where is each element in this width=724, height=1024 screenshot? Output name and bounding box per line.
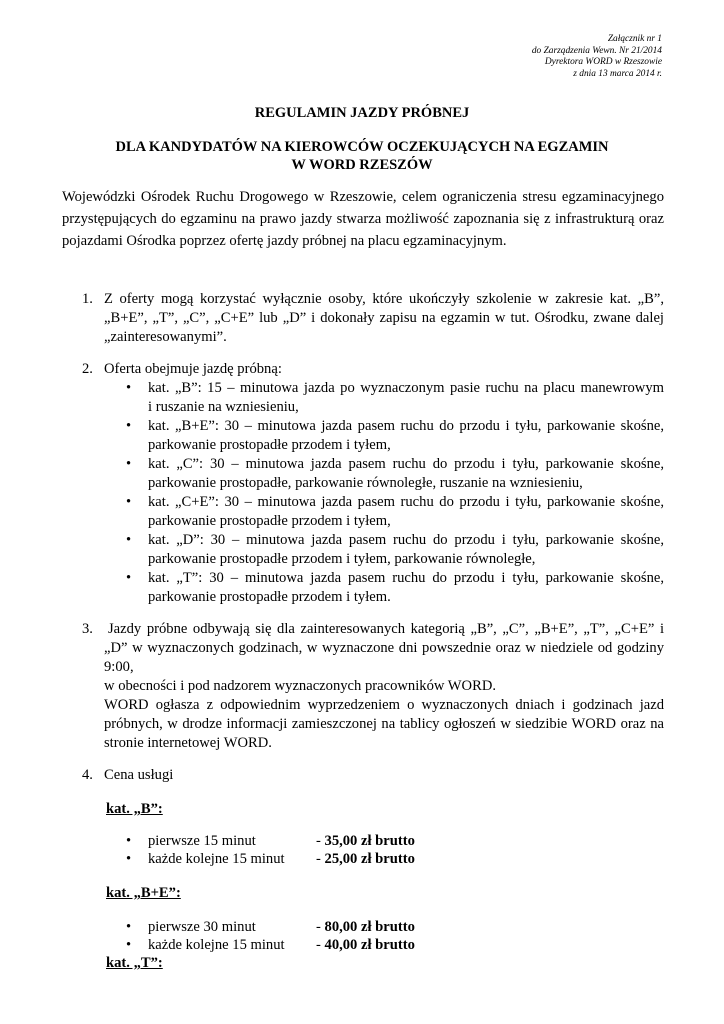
item-4-number: 4. (82, 767, 93, 783)
attachment-note (532, 34, 662, 80)
attachment-line-4: z dnia 13 marca 2014 r. (573, 68, 662, 79)
offer-item-d-line-2: parkowanie prostopadłe przodem i tyłem, parkowanie równoległe, (148, 551, 536, 567)
bullet-icon: • (126, 380, 132, 396)
price-amount: 35,00 zł brutto (324, 833, 415, 849)
price-row-value (316, 850, 415, 869)
bullet-icon: • (126, 919, 132, 935)
document-subtitle-line-1: DLA KANDYDATÓW NA KIEROWCÓW OCZEKUJĄCYCH NA EGZAMIN (115, 139, 609, 155)
offer-item-b-line-2: i ruszanie na wzniesieniu, (148, 399, 299, 415)
price-row-value (316, 918, 415, 937)
offer-item-ce-line-2: parkowanie prostopadłe przodem i tyłem, (148, 513, 391, 529)
price-row-label: pierwsze 15 minut (148, 833, 256, 849)
offer-item-c-line-2: parkowanie prostopadłe, parkowanie równoległe, ruszanie na wzniesieniu, (148, 475, 583, 491)
item-3-line-2: „D” w wyznaczonych godzinach, w wyznaczone dni powszednie oraz w niedziele od godziny (104, 640, 664, 656)
price-dash: - (316, 833, 325, 849)
price-dash: - (316, 937, 325, 953)
price-amount: 80,00 zł brutto (324, 919, 415, 935)
bullet-icon: • (126, 937, 132, 953)
document-title: REGULAMIN JAZDY PRÓBNEJ (254, 105, 470, 121)
price-row-label: każde kolejne 15 minut (148, 937, 285, 953)
offer-item-b-line-1: kat. „B”: 15 – minutowa jazda po wyznaczonym pasie ruchu na placu manewrowym (148, 380, 664, 396)
price-category-b: kat. „B”: (106, 801, 163, 817)
bullet-icon: • (126, 532, 132, 548)
item-2-number: 2. (82, 361, 93, 377)
item-3-line-1: Jazdy próbne odbywają się dla zainteresowanych kategorią „B”, „C”, „B+E”, „T”, „C+E” i (108, 621, 664, 637)
attachment-line-3: Dyrektora WORD w Rzeszowie (544, 57, 662, 67)
item-1-number: 1. (82, 291, 93, 307)
price-amount: 25,00 zł brutto (324, 851, 415, 867)
item-1-line-3: „zainteresowanymi”. (104, 329, 227, 345)
price-row-value (316, 936, 415, 955)
offer-item-ce-line-1: kat. „C+E”: 30 – minutowa jazda pasem ruchu do przodu i tyłu, parkowanie skośne, (148, 494, 664, 510)
item-3-line-4: w obecności i pod nadzorem wyznaczonych pracowników WORD. (104, 678, 497, 694)
price-category-be: kat. „B+E”: (106, 885, 181, 901)
item-3-line-3: 9:00, (104, 659, 134, 675)
offer-item-d-line-1: kat. „D”: 30 – minutowa jazda pasem ruchu do przodu i tyłu, parkowanie skośne, (148, 532, 664, 548)
bullet-icon: • (126, 456, 132, 472)
attachment-line-1: Załącznik nr 1 (607, 34, 662, 44)
bullet-icon: • (126, 418, 132, 434)
price-dash: - (316, 851, 325, 867)
bullet-icon: • (126, 851, 132, 867)
offer-item-be-line-1: kat. „B+E”: 30 – minutowa jazda pasem ruchu do przodu i tyłu, parkowanie skośne, (148, 418, 664, 434)
item-2-heading: Oferta obejmuje jazdę próbną: (104, 361, 282, 377)
item-1-line-2: „B+E”, „T”, „C”, „C+E” lub „D” i dokonały zapisu na egzamin w tut. Ośrodku, zwane dalej (104, 310, 664, 326)
offer-item-t-line-2: parkowanie prostopadłe przodem i tyłem. (148, 589, 391, 605)
price-row-label: każde kolejne 15 minut (148, 851, 285, 867)
item-3-line-5: WORD ogłasza z odpowiednim wyprzedzeniem o wyznaczonych dniach i godzinach jazd (104, 697, 664, 713)
bullet-icon: • (126, 494, 132, 510)
item-1-line-1: Z oferty mogą korzystać wyłącznie osoby, które ukończyły szkolenie w zakresie kat. „B”, (104, 291, 664, 307)
item-3-line-7: stronie internetowej WORD. (104, 735, 272, 751)
price-category-t: kat. „T”: (106, 955, 163, 971)
price-row-label: pierwsze 30 minut (148, 919, 256, 935)
bullet-icon: • (126, 570, 132, 586)
document-subtitle-line-2: W WORD RZESZÓW (291, 157, 433, 173)
item-3-line-6: próbnych, w drodze informacji zamieszczonej na tablicy ogłoszeń w siedzibie WORD oraz na (104, 716, 664, 732)
offer-item-be-line-2: parkowanie prostopadłe przodem i tyłem, (148, 437, 391, 453)
bullet-icon: • (126, 833, 132, 849)
intro-paragraph: Wojewódzki Ośrodek Ruchu Drogowego w Rzeszowie, celem ograniczenia stresu egzaminacyjnego przystępujących do egzaminu na prawo jazdy stwarza możliwość zapoznania się z infrastrukturą oraz pojazdami Ośrodka poprzez ofertę jazdy próbnej na placu egzaminacyjnym. (62, 189, 664, 249)
item-4-heading: Cena usługi (104, 767, 174, 783)
attachment-line-2: do Zarządzenia Wewn. Nr 21/2014 (531, 45, 662, 56)
item-3-number: 3. (82, 621, 93, 637)
offer-item-t-line-1: kat. „T”: 30 – minutowa jazda pasem ruchu do przodu i tyłu, parkowanie skośne, (148, 570, 664, 586)
price-amount: 40,00 zł brutto (324, 937, 415, 953)
offer-item-c-line-1: kat. „C”: 30 – minutowa jazda pasem ruchu do przodu i tyłu, parkowanie skośne, (148, 456, 664, 472)
price-dash: - (316, 919, 325, 935)
price-row-value (316, 832, 415, 851)
